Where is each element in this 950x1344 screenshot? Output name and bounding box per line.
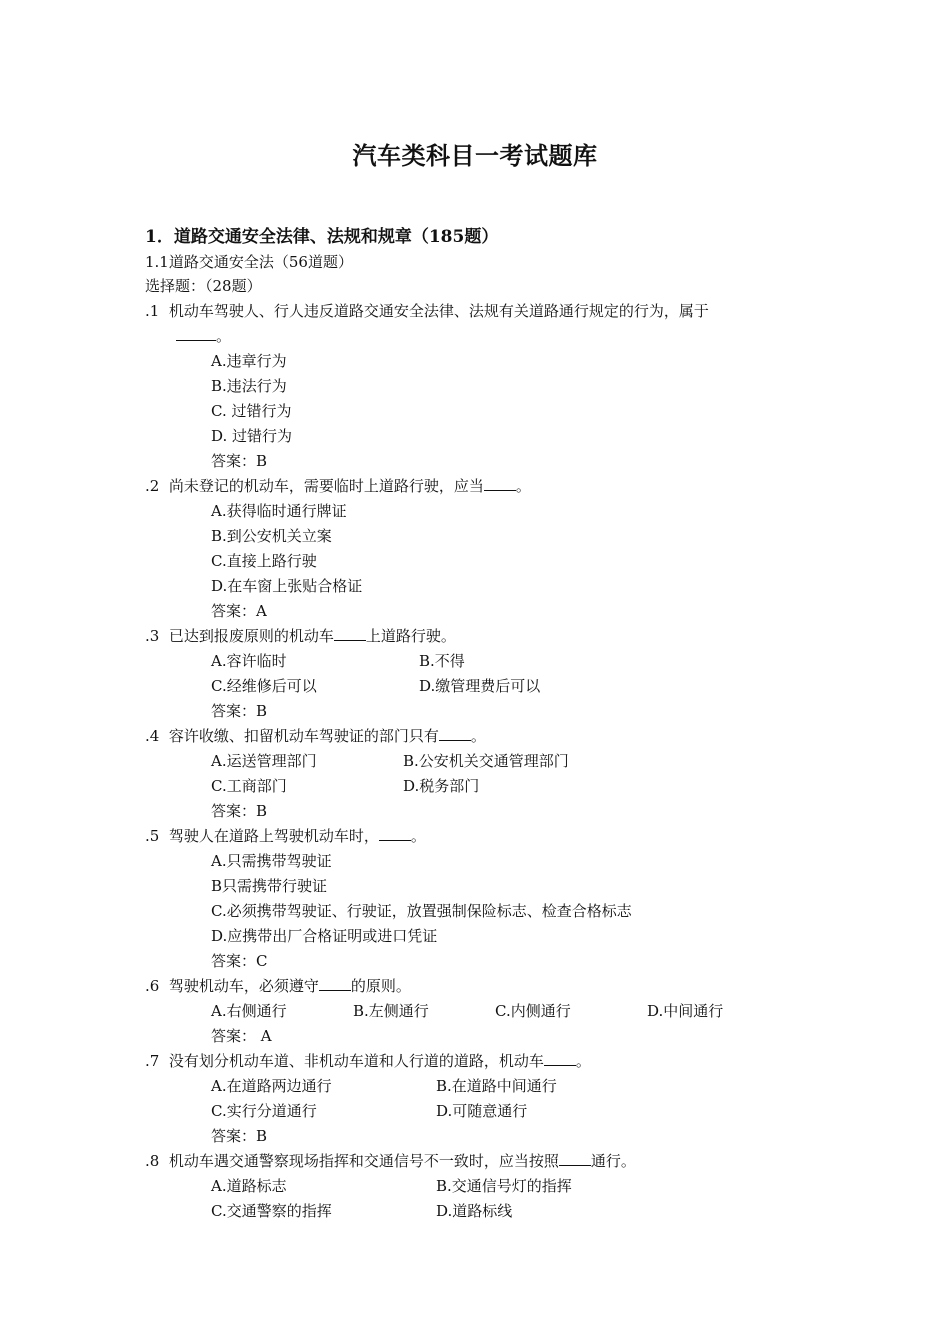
answer-line: 答案：C (211, 952, 268, 970)
option-a: A.运送管理部门 (211, 752, 317, 770)
question-number: .6 (145, 977, 160, 995)
question-text: 尚未登记的机动车，需要临时上道路行驶，应当 (168, 477, 484, 495)
answer-blank (379, 826, 411, 841)
option-c: C.交通警察的指挥 (211, 1202, 332, 1220)
option-c: C.直接上路行驶 (211, 552, 317, 570)
question-6: .6 驾驶机动车，必须遵守 的原则。 (145, 977, 411, 995)
question-number: .7 (145, 1052, 160, 1070)
option-a: A.在道路两边通行 (211, 1077, 332, 1095)
option-d: D.在车窗上张贴合格证 (211, 577, 363, 595)
answer-blank (334, 626, 366, 641)
question-text: 容许收缴、扣留机动车驾驶证的部门只有 (168, 727, 439, 745)
answer-line: 答案：A (211, 602, 267, 620)
question-7: .7 没有划分机动车道、非机动车道和人行道的道路，机动车 。 (145, 1052, 591, 1070)
section-heading: 1．道路交通安全法律、法规和规章（185题） (145, 227, 499, 247)
question-text: 机动车驾驶人、行人违反道路交通安全法律、法规有关道路通行规定的行为，属于 (168, 302, 709, 320)
question-1 (145, 301, 709, 321)
answer-line: 答案：B (211, 802, 268, 820)
answer-blank (439, 726, 471, 741)
options-row (211, 776, 911, 796)
option-c: C.工商部门 (211, 777, 287, 795)
option-c: C. 过错行为 (211, 402, 292, 420)
answer-line: 答案：B (211, 452, 268, 470)
options-row (211, 1076, 911, 1096)
option-d: D.缴管理费后可以 (419, 677, 541, 695)
option-c: C.经维修后可以 (211, 677, 317, 695)
options-row (211, 1001, 911, 1021)
answer-blank (176, 326, 216, 341)
option-b: B.公安机关交通管理部门 (403, 752, 569, 770)
option-a: A.获得临时通行牌证 (211, 502, 347, 520)
options-row (211, 1101, 911, 1121)
option-c: C.实行分道通行 (211, 1102, 317, 1120)
option-c: C.必须携带驾驶证、行驶证，放置强制保险标志、检查合格标志 (211, 902, 632, 920)
option-d: D.道路标线 (436, 1202, 513, 1220)
question-type-line: 选择题：（28题） (145, 277, 262, 295)
question-5: .5 驾驶人在道路上驾驶机动车时， 。 (145, 827, 426, 845)
question-text: 机动车遇交通警察现场指挥和交通信号不一致时，应当按照 (168, 1152, 559, 1170)
question-8: .8 机动车遇交通警察现场指挥和交通信号不一致时，应当按照 通行。 (145, 1152, 636, 1170)
option-d: D.中间通行 (647, 1002, 724, 1020)
option-b: B.到公安机关立案 (211, 527, 332, 545)
question-number: .4 (145, 727, 160, 745)
option-b: B.违法行为 (211, 377, 287, 395)
option-a: A.只需携带驾驶证 (211, 852, 332, 870)
question-text: 已达到报废原则的机动车 (168, 627, 334, 645)
option-b: B.不得 (419, 652, 465, 670)
option-b: B只需携带行驶证 (211, 877, 328, 895)
subsection-heading: 1.1道路交通安全法（56道题） (145, 253, 353, 271)
option-d: D.税务部门 (403, 777, 480, 795)
question-2: .2 尚未登记的机动车，需要临时上道路行驶，应当 。 (145, 477, 531, 495)
options-row (211, 676, 911, 696)
answer-blank (559, 1151, 591, 1166)
answer-line: 答案：B (211, 1127, 268, 1145)
question-number: .8 (145, 1152, 160, 1170)
answer-line: 答案：B (211, 702, 268, 720)
option-d: D. 过错行为 (211, 427, 293, 445)
answer-blank (319, 976, 351, 991)
option-d: D.应携带出厂合格证明或进口凭证 (211, 927, 438, 945)
question-number: .2 (145, 477, 160, 495)
answer-blank (544, 1051, 576, 1066)
option-a: A.右侧通行 (211, 1002, 287, 1020)
option-a: A.容许临时 (211, 652, 287, 670)
option-a: A.道路标志 (211, 1177, 287, 1195)
options-row (211, 751, 911, 771)
document-title: 汽车类科目一考试题库 (352, 141, 598, 170)
options-row (211, 1176, 911, 1196)
option-a: A.违章行为 (211, 352, 287, 370)
question-1-continuation: 。 (176, 326, 231, 346)
option-b: B.左侧通行 (353, 1002, 429, 1020)
option-c: C.内侧通行 (495, 1002, 571, 1020)
question-number: .5 (145, 827, 160, 845)
question-text: 驾驶机动车，必须遵守 (168, 977, 319, 995)
option-b: B.交通信号灯的指挥 (436, 1177, 572, 1195)
answer-line: 答案： A (211, 1027, 272, 1045)
question-number: .1 (145, 302, 160, 320)
option-b: B.在道路中间通行 (436, 1077, 557, 1095)
option-d: D.可随意通行 (436, 1102, 528, 1120)
question-text: 没有划分机动车道、非机动车道和人行道的道路，机动车 (168, 1052, 544, 1070)
question-3: .3 已达到报废原则的机动车 上道路行驶。 (145, 627, 456, 645)
question-number: .3 (145, 627, 160, 645)
options-row (211, 651, 911, 671)
answer-blank (484, 476, 516, 491)
question-text: 驾驶人在道路上驾驶机动车时， (168, 827, 379, 845)
question-4: .4 容许收缴、扣留机动车驾驶证的部门只有 。 (145, 727, 486, 745)
options-row (211, 1201, 911, 1221)
